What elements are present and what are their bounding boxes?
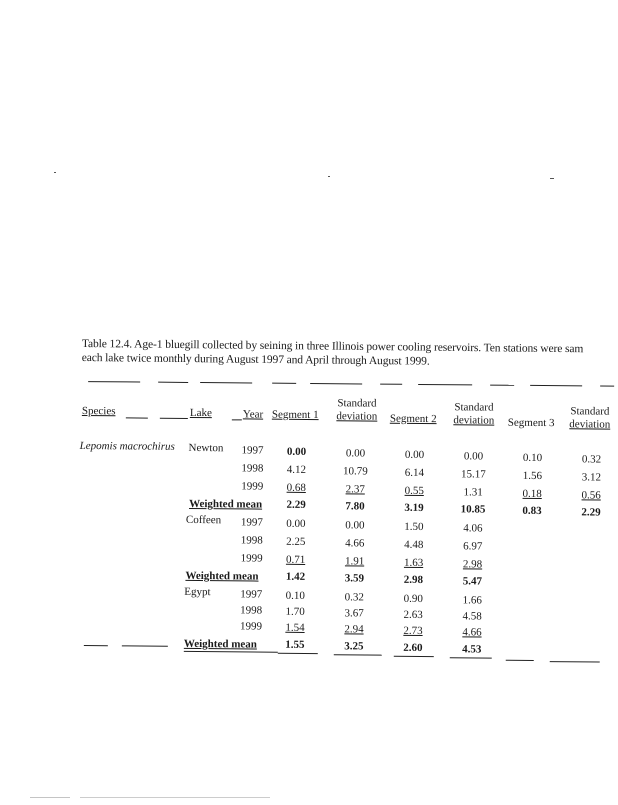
weighted-sd2-cell: 5.47	[462, 575, 483, 588]
year-cell: 1998	[240, 534, 263, 547]
lake-coffeen: Coffeen	[185, 513, 222, 527]
weighted-segment3-cell: 0.83	[522, 504, 542, 518]
header-rule	[126, 417, 148, 418]
header-sd3-line1: Standard	[570, 405, 610, 418]
segment3-cell: 0.10	[522, 451, 543, 465]
caption-line-1: Table 12.4. Age-1 bluegill collected by seining in three Illinois power cooling reservoirs. Ten stations were sam	[81, 337, 584, 356]
header-rule	[160, 418, 188, 419]
segment2-cell: 4.48	[404, 538, 424, 552]
sd2-cell: 15.17	[460, 468, 486, 481]
weighted-sd3-cell: 2.29	[581, 506, 601, 519]
sd1-cell: 4.66	[345, 537, 365, 550]
segment1-cell: 0.68	[286, 481, 306, 494]
species-name: Lepomis macrochirus	[79, 439, 175, 453]
header-segment-1: Segment 1	[271, 408, 319, 422]
top-rule	[380, 384, 402, 385]
year-cell: 1997	[240, 516, 263, 529]
segment3-cell: 1.56	[522, 469, 543, 483]
segment1-cell: 2.25	[286, 535, 306, 548]
segment1-cell: 0.00	[286, 517, 306, 530]
sd1-cell: 3.67	[344, 607, 364, 620]
weighted-mean-label: Weighted mean	[185, 569, 259, 583]
weighted-segment1-cell: 2.29	[286, 498, 306, 511]
segment2-cell: 1.63	[403, 556, 424, 570]
segment2-cell: 0.55	[404, 484, 424, 498]
top-rule	[272, 383, 296, 384]
segment2-cell: 0.00	[404, 448, 425, 462]
weighted-mean-label: Weighted mean	[189, 497, 263, 511]
segment1-cell: 1.54	[285, 621, 305, 634]
segment2-cell: 6.14	[404, 466, 425, 480]
weighted-sd2-cell: 10.85	[460, 503, 486, 516]
sd2-cell: 0.00	[463, 450, 484, 463]
sd1-cell: 0.32	[344, 591, 364, 604]
year-cell: 1997	[240, 588, 263, 601]
weighted-segment2-cell: 2.60	[403, 641, 423, 654]
weighted-mean-label: Weighted mean	[183, 637, 257, 651]
segment1-cell: 4.12	[286, 463, 307, 476]
header-sd3-line2: deviation	[569, 418, 611, 431]
sd3-cell: 0.32	[581, 453, 602, 466]
sd3-cell: 0.56	[581, 489, 601, 502]
header-sd1-line1: Standard	[337, 397, 377, 410]
sd2-cell: 4.66	[462, 626, 482, 639]
segment2-cell: 0.90	[403, 592, 423, 605]
bottom-rule	[278, 653, 318, 654]
top-rule	[418, 384, 472, 385]
sd2-cell: 1.31	[463, 486, 483, 499]
weighted-segment2-cell: 2.98	[403, 573, 424, 587]
bottom-rule	[450, 657, 492, 658]
sd1-cell: 2.94	[344, 623, 364, 636]
sd2-cell: 4.58	[462, 610, 482, 623]
weighted-sd1-cell: 7.80	[345, 500, 365, 513]
scan-speck	[54, 172, 56, 173]
header-lake: Lake	[189, 406, 212, 420]
weighted-sd1-cell: 3.59	[344, 572, 365, 585]
bottom-rule	[550, 661, 600, 662]
sd1-cell: 0.00	[345, 519, 365, 532]
sd1-cell: 0.00	[345, 447, 366, 460]
lake-newton: Newton	[188, 441, 224, 455]
segment2-cell: 1.50	[404, 520, 424, 534]
year-cell: 1999	[239, 620, 263, 633]
weighted-segment1-cell: 1.42	[285, 570, 306, 583]
scan-speck	[80, 797, 270, 798]
segment2-cell: 2.73	[403, 624, 423, 637]
top-rule	[200, 382, 252, 383]
bottom-rule	[334, 654, 382, 655]
header-sd2-line1: Standard	[454, 401, 494, 414]
caption-line-2: each lake twice monthly during August 1997 and April through August 1999.	[81, 351, 430, 368]
bottom-rule	[122, 645, 168, 646]
lake-egypt: Egypt	[184, 585, 211, 599]
header-species: Species	[81, 405, 116, 418]
sd2-cell: 4.06	[463, 522, 483, 535]
top-rule	[600, 386, 614, 387]
header-sd2-line2: deviation	[453, 414, 495, 427]
sd2-cell: 2.98	[462, 558, 483, 571]
header-segment-2: Segment 2	[389, 412, 437, 426]
sd3-cell: 3.12	[581, 471, 602, 484]
top-rule	[310, 383, 362, 384]
bottom-rule	[394, 656, 434, 657]
sd1-cell: 10.79	[342, 465, 368, 478]
bottom-rule	[506, 660, 534, 661]
year-cell: 1998	[241, 462, 264, 475]
scan-speck	[30, 797, 70, 798]
bottom-rule	[84, 645, 108, 646]
segment1-cell: 0.10	[285, 589, 305, 602]
sd2-cell: 6.97	[463, 540, 483, 553]
top-rule	[530, 385, 582, 386]
scan-speck	[328, 176, 330, 177]
header-year: Year	[242, 408, 264, 421]
segment1-cell: 1.70	[285, 605, 305, 618]
sd1-cell: 2.37	[345, 483, 365, 496]
weighted-segment2-cell: 3.19	[404, 501, 424, 515]
header-segment-3: Segment 3	[507, 416, 555, 430]
bottom-rule	[184, 651, 278, 653]
year-cell: 1997	[241, 444, 264, 457]
weighted-segment1-cell: 1.55	[285, 638, 305, 651]
segment3-cell: 0.18	[522, 487, 542, 501]
scan-speck	[550, 178, 554, 179]
top-rule	[88, 381, 140, 382]
segment1-cell: 0.71	[285, 553, 306, 566]
sd1-cell: 1.91	[344, 555, 365, 568]
segment2-cell: 2.63	[403, 608, 423, 621]
header-rule	[232, 419, 242, 420]
header-sd1-line2: deviation	[336, 410, 378, 423]
top-rule	[158, 382, 188, 383]
sd2-cell: 1.66	[462, 594, 482, 607]
weighted-sd2-cell: 4.53	[462, 643, 482, 656]
weighted-sd1-cell: 3.25	[344, 640, 364, 653]
year-cell: 1999	[241, 480, 264, 493]
top-rule	[490, 385, 514, 386]
segment1-cell: 0.00	[286, 445, 307, 458]
year-cell: 1999	[240, 552, 263, 565]
year-cell: 1998	[240, 604, 263, 617]
